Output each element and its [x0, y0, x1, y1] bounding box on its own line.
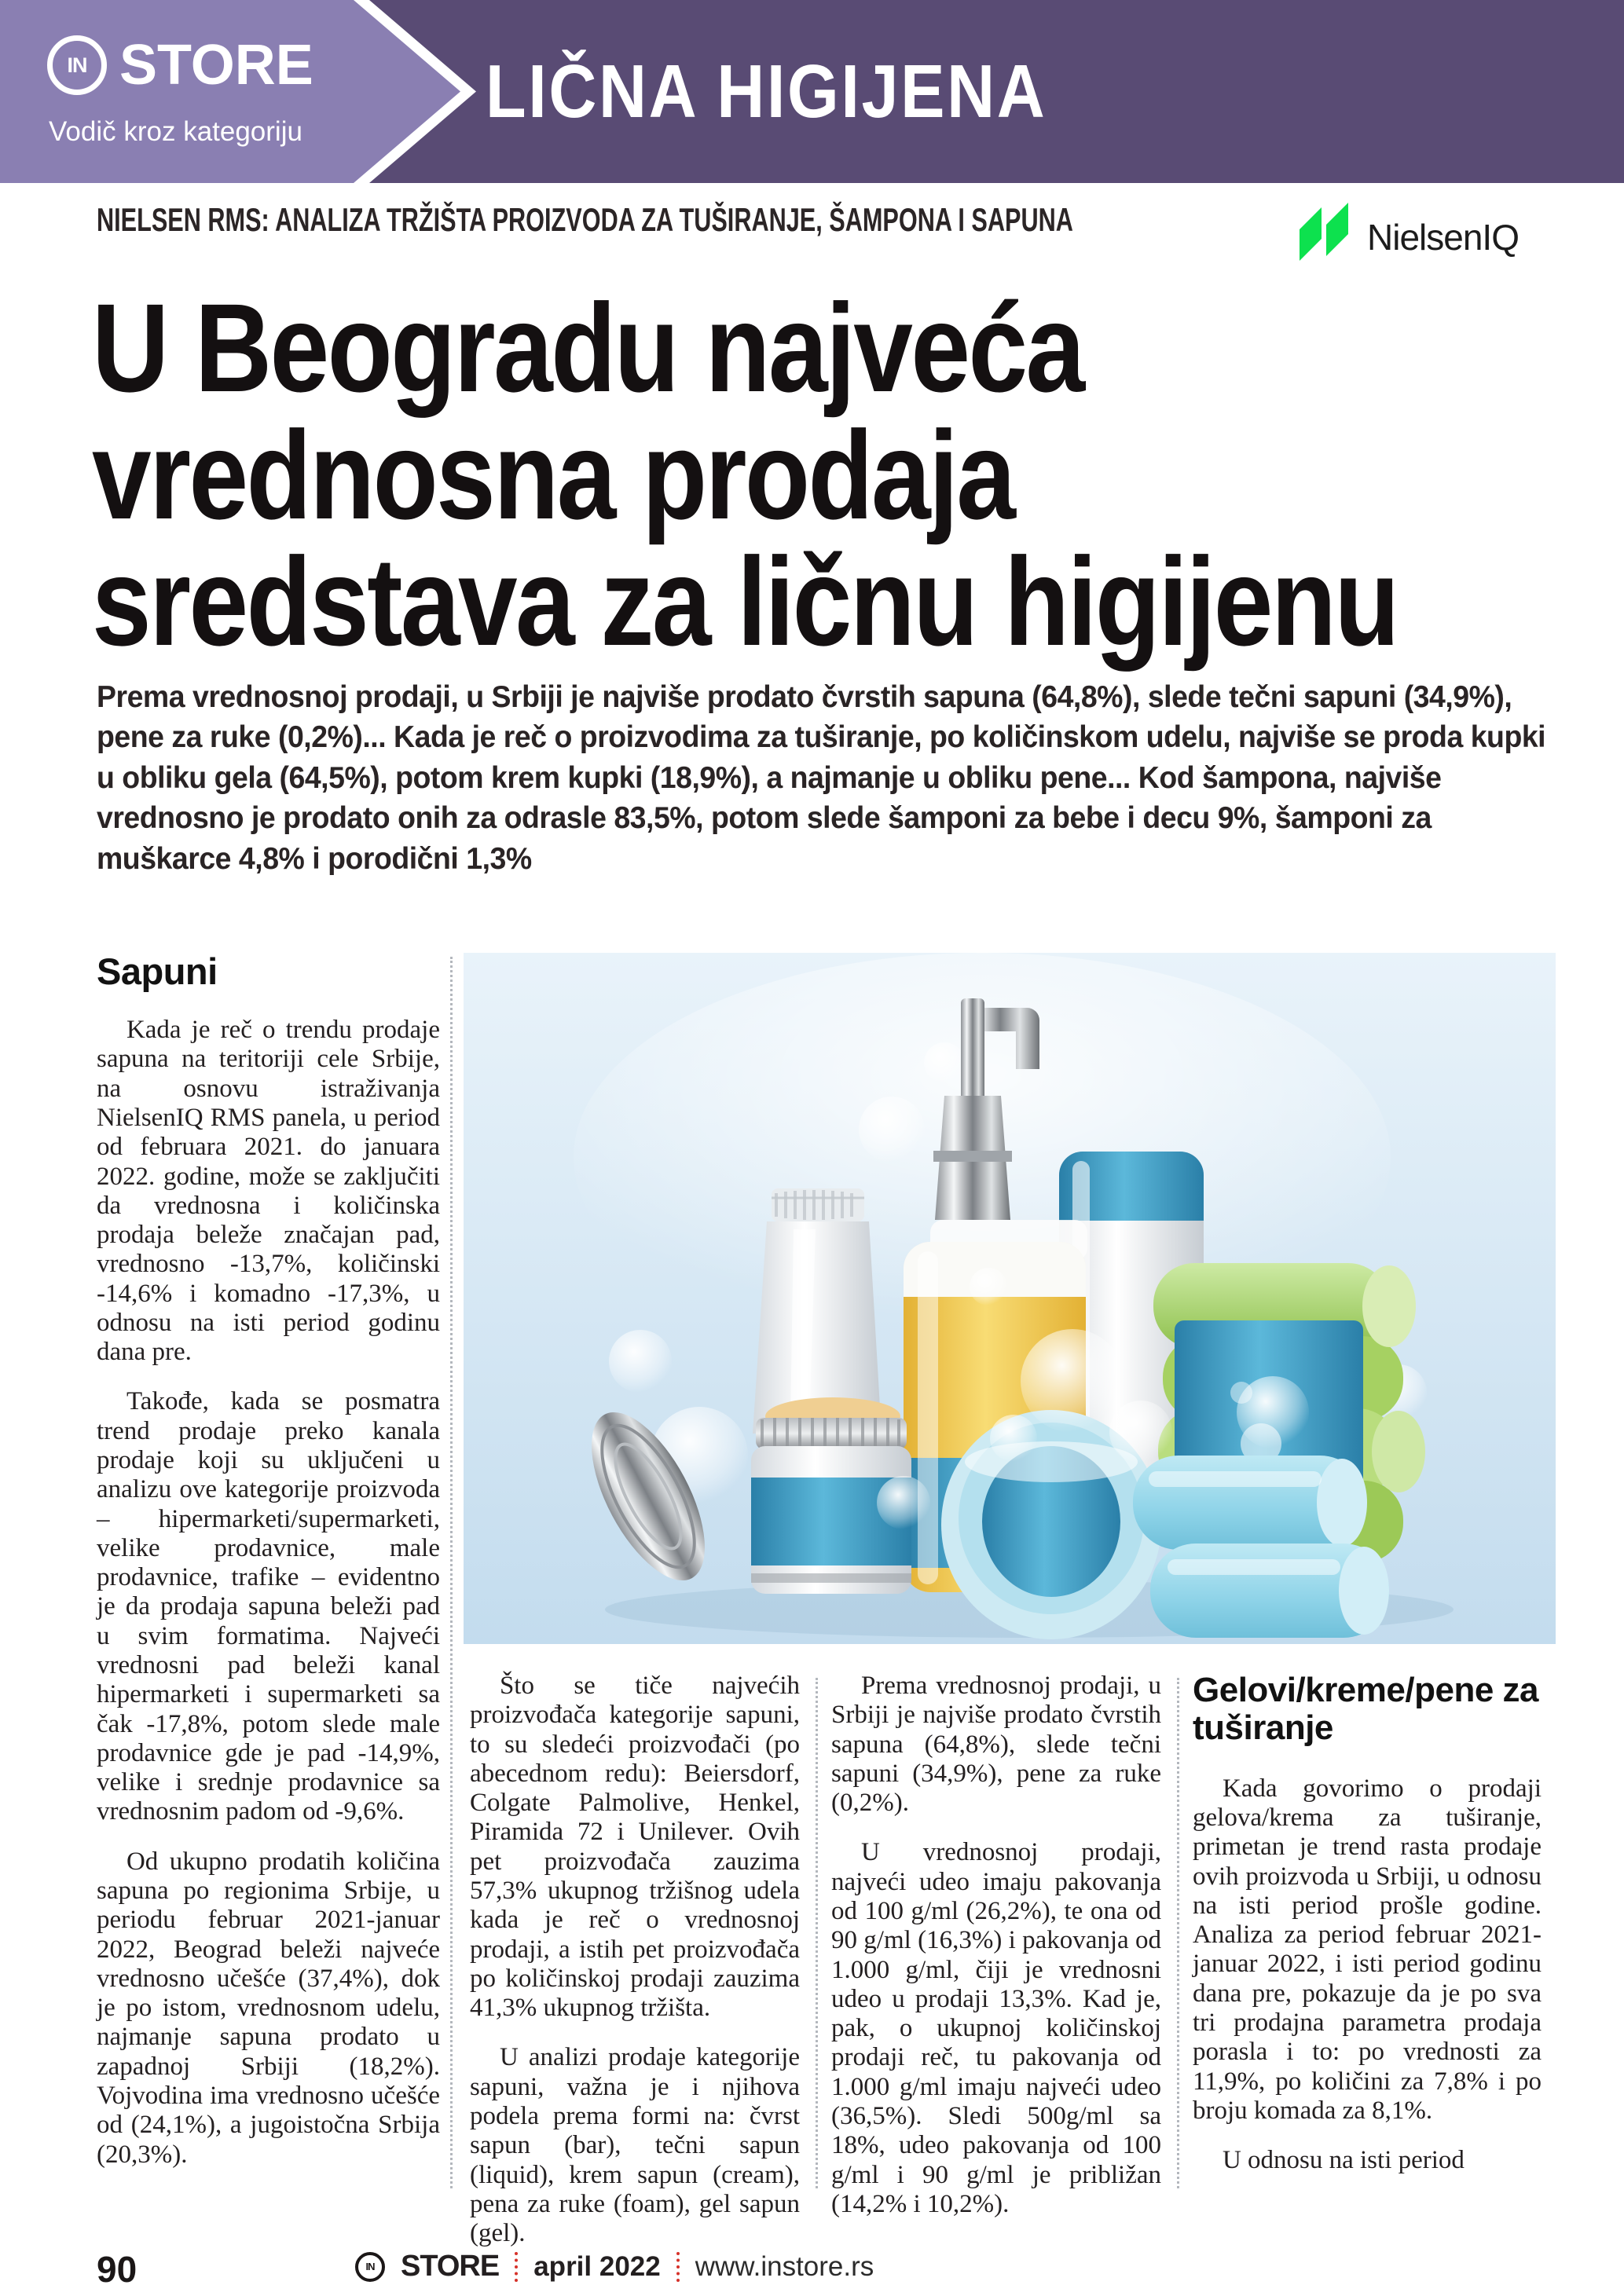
article-intro: Prema vrednosnoj prodaji, u Srbiji je najviše prodato čvrstih sapuna (64,8%), slede tečni sapuni (34,9%), pene za ruke (0,2%)... Kada je reč o proizvodima za tuširanje, po količinskom udelu, najviše se proda kupki u obliku gela (64,5%), potom krem kupki (18,9%), a najmanje u obliku pene... Kod šampona, najviše vrednosno je prodato onih za odrasle 83,5%, potom slede šamponi za bebe i decu 9%, šamponi za muškarce 4,8% i porodični 1,3%	[97, 680, 1546, 876]
nielseniq-logo	[1298, 198, 1557, 276]
paragraph: U vrednosnoj prodaji, najveći udeo imaju pakovanja od 100 g/ml (26,2%), te ona od 90 g/ml (16,3%) i pakovanja od 1.000 g/ml, čiji je vrednosni udeo u prodaji 13,3%. Kad je, pak, o ukupnoj količinskoj prodaji reč, tu pakovanja od 1.000 g/ml imaju najveći udeo (36,5%). Sledi 500g/ml sa 18%, udeo pakovanja od 100 g/ml i 90 g/ml je približan (14,2% i 10,2%).	[831, 1838, 1161, 2218]
footer-separator	[676, 2252, 680, 2282]
column-gelovi	[1193, 1672, 1542, 2195]
article-headline	[92, 277, 1561, 672]
column-divider	[1177, 1678, 1179, 2188]
footer-issue: april 2022	[533, 2250, 661, 2282]
page-number: 90	[97, 2249, 137, 2290]
paragraph: Prema vrednosnoj prodaji, u Srbiji je najviše prodato čvrstih sapuna (64,8%), slede tečni sapuni (34,9%), pene za ruke (0,2%).	[831, 1672, 1161, 1818]
paragraph: Što se tiče najvećih proizvođača kategorije sapuni, to su sledeći proizvođači (po abecednom redu): Beiersdorf, Colgate Palmolive, Henkel, Piramida 72 i Unilever. Ovih pet proizvođača zauzima 57,3% ukupnog tržišnog udela kada je reč o vrednosnoj prodaji, a istih pet proizvođača po količinskoj prodaji zauzima 41,3% ukupnog tržišta.	[470, 1672, 800, 2023]
column-divider	[450, 957, 453, 2188]
paragraph: Takođe, kada se posmatra trend prodaje preko kanala prodaje koji su uključeni u analizu ove kategorije proizvoda – hipermarketi/supermarketi, velike prodavnice, male prodavnice, trafike – evidentno je da prodaja sapuna beleži pad u svim formatima. Najveći vrednosni pad beleži kanal hipermarketi i supermarketi sa čak -17,8%, potom slede male prodavnice gde je pad -14,9%, velike i srednje prodavnice sa vrednosnim padom od -9,6%.	[97, 1387, 440, 1826]
paragraph: U analizi prodaje kategorije sapuni, važna je i njihova podela prema formi na: čvrst sapun (bar), tečni sapun (liquid), krem sapun (cream), pena za ruke (foam), gel sapun (gel).	[470, 2043, 800, 2248]
hygiene-products-illustration	[464, 953, 1556, 1644]
column-divider	[816, 1678, 818, 2188]
in-store-logo-prefix: IN	[67, 53, 87, 77]
nielseniq-wordmark: NielsenIQ	[1367, 217, 1519, 258]
kicker-text: NIELSEN RMS: ANALIZA TRŽIŠTA PROIZVODA ZA TUŠIRANJE, ŠAMPONA I SAPUNA	[97, 201, 1073, 238]
column-sapuni-2	[470, 1672, 800, 2269]
paragraph: Kada govorimo o prodaji gelova/krema za tuširanje, primetan je trend rasta prodaje ovih proizvoda u Srbiji, u odnosu na isti period prošle godine. Analiza za period februar 2021-januar 2022, i isti period godinu dana pre, pokazuje da je po sva tri prodajna parametra prodaja porasla i to: po vrednosti za 11,9%, po količini za 7,8% i po broju komada za 8,1%.	[1193, 1774, 1542, 2125]
category-title: LIČNA HIGIJENA	[486, 49, 1047, 134]
footer-brand-prefix: IN	[365, 2261, 375, 2272]
headline-line: vrednosna prodaja	[92, 404, 1014, 545]
headline-line: U Beogradu najveća	[92, 277, 1083, 418]
paragraph: Od ukupno prodatih količina sapuna po regionima Srbije, u periodu februar 2021-januar 2022, Beograd beleži najveće vrednosno učešće (37,4%), dok je po istom, vrednosnom udelu, najmanje sapuna prodato u zapadnoj Srbiji (18,2%). Vojvodina ima vrednosno učešće od (24,1%), a jugoistočna Srbija (20,3%).	[97, 1847, 440, 2169]
nielseniq-icon	[1298, 201, 1359, 273]
footer-separator	[515, 2252, 518, 2282]
footer-brand-word: STORE	[401, 2250, 500, 2283]
in-store-logo-word: STORE	[119, 34, 313, 97]
in-store-footer-icon	[355, 2252, 385, 2282]
in-store-logo	[47, 33, 313, 97]
header-band	[0, 0, 1624, 183]
section-title-sapuni: Sapuni	[97, 950, 218, 992]
paragraph: U odnosu na isti period	[1222, 2146, 1465, 2175]
section-title-gelovi: Gelovi/kreme/pene za tuširanje	[1193, 1671, 1538, 1748]
brand-tagline: Vodič kroz kategoriju	[49, 116, 302, 147]
headline-line: sredstava za ličnu higijenu	[92, 531, 1398, 672]
footer-website: www.instore.rs	[695, 2250, 874, 2282]
footer	[355, 2250, 874, 2283]
column-sapuni-3	[831, 1672, 1161, 2239]
in-store-logo-icon	[47, 35, 107, 95]
paragraph: Kada je reč o trendu prodaje sapuna na teritoriji cele Srbije, na osnovu istraživanja NielsenIQ RMS panela, u period od februara 2021. do januara 2022. godine, može se zaključiti da vrednosna i količinska prodaja beleže značajan pad, vrednosno -13,7%, količinski -14,6% i komadno -17,3%, u odnosu na isti period godinu dana pre.	[97, 1016, 440, 1367]
column-sapuni	[97, 950, 440, 2190]
